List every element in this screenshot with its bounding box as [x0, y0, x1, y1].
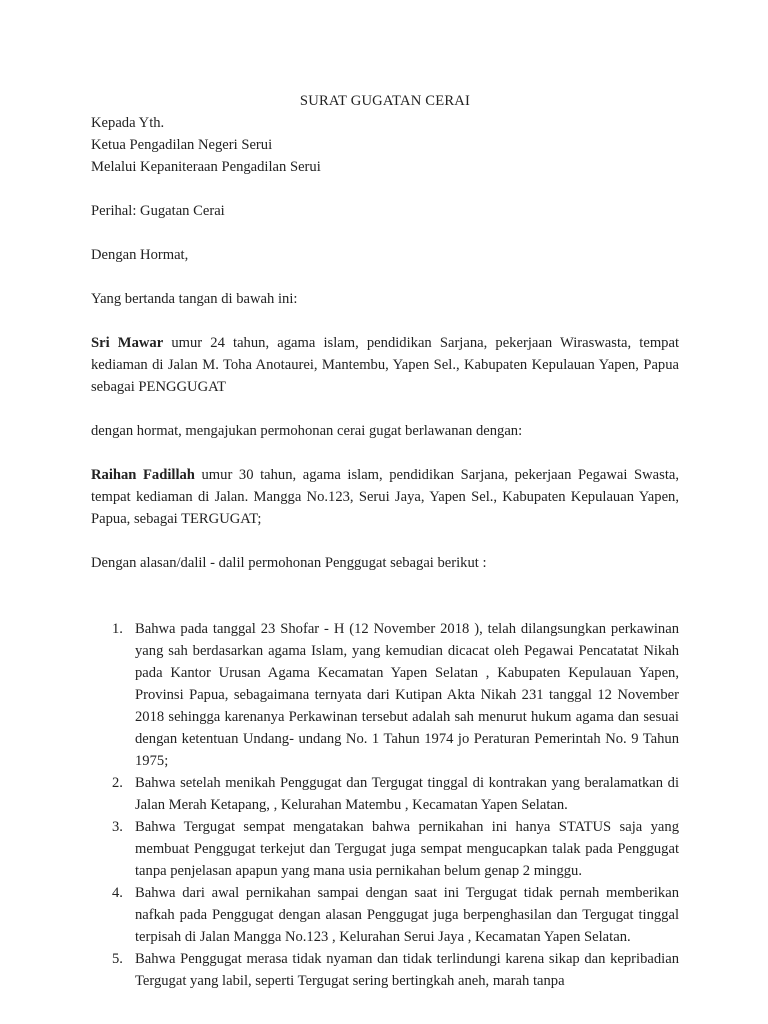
reasons-intro: Dengan alasan/dalil - dalil permohonan Penggugat sebagai berikut :: [91, 555, 487, 571]
list-item-text: Bahwa dari awal pernikahan sampai dengan saat ini Tergugat tidak pernah memberikan nafkah pada Penggugat dengan alasan Penggugat juga berpenghasilan dan Tergugat tinggal terpisah di Jalan Mangga No.123 , Kelurahan Serui Jaya , Kecamatan Yapen Selatan.: [135, 885, 679, 945]
spacer: [91, 178, 679, 200]
defendant-name: Raihan Fadillah: [91, 467, 195, 483]
intro-line: Yang bertanda tangan di bawah ini:: [91, 291, 298, 307]
plaintiff-details: umur 24 tahun, agama islam, pendidikan Sarjana, pekerjaan Wiraswasta, tempat kediaman di Jalan M. Toha Anotaurei, Mantembu, Yapen Sel., Kabupaten Kepulauan Yapen, Papua sebagai PENGGUGAT: [91, 335, 679, 395]
list-item-text: Bahwa pada tanggal 23 Shofar - H (12 November 2018 ), telah dilangsungkan perkawinan yang sah berdasarkan agama Islam, yang kemudian dicacat oleh Pegawai Pencatatat Nikah pada Kantor Urusan Agama Kecamatan Yapen Selatan , Kabupaten Kepulauan Yapen, Provinsi Papua, sebagaimana ternyata dari Kutipan Akta Nikah 231 tanggal 12 November 2018 sehingga karenanya Perkawinan tersebut adalah sah menurut hukum agama dan sesuai dengan ketentuan Undang- undang No. 1 Tahun 1974 jo Peraturan Pemerintah No. 9 Tahun 1975;: [135, 621, 679, 769]
recipient-line-1: Kepada Yth.: [91, 115, 165, 131]
list-item-text: Bahwa setelah menikah Penggugat dan Tergugat tinggal di kontrakan yang beralamatkan di Jalan Merah Ketapang, , Kelurahan Matembu , Kecamatan Yapen Selatan.: [135, 775, 679, 813]
spacer: [91, 596, 679, 618]
spacer: [91, 310, 679, 332]
recipient-line-2: Ketua Pengadilan Negeri Serui: [91, 137, 273, 153]
list-item: [91, 618, 679, 772]
letter-page: [91, 90, 679, 992]
list-item-number: 3.: [112, 819, 123, 835]
list-item-number: 5.: [112, 951, 123, 967]
list-item-text: Bahwa Tergugat sempat mengatakan bahwa pernikahan ini hanya STATUS saja yang membuat Penggugat terkejut dan Tergugat juga sempat mengucapkan talak pada Penggugat tanpa penjelasan apapun yang mana usia pernikahan belum genap 2 minggu.: [135, 819, 679, 879]
spacer: [91, 222, 679, 244]
spacer: [91, 530, 679, 552]
list-item-number: 2.: [112, 775, 123, 791]
subject-line: Perihal: Gugatan Cerai: [91, 203, 225, 219]
list-item-text: Bahwa Penggugat merasa tidak nyaman dan tidak terlindungi karena sikap dan kepribadian Tergugat yang labil, seperti Tergugat sering bertingkah aneh, marah tanpa: [135, 951, 679, 989]
defendant-details: umur 30 tahun, agama islam, pendidikan Sarjana, pekerjaan Pegawai Swasta, tempat kediaman di Jalan. Mangga No.123, Serui Jaya, Yapen Sel., Kabupaten Kepulauan Yapen, Papua, sebagai TERGUGAT;: [91, 467, 679, 527]
defendant-paragraph: [91, 464, 679, 530]
list-item: [91, 772, 679, 816]
reasons-list: [91, 618, 679, 992]
list-item: [91, 882, 679, 948]
spacer: [91, 398, 679, 420]
list-item-number: 1.: [112, 621, 123, 637]
salutation: Dengan Hormat,: [91, 247, 189, 263]
document-title: SURAT GUGATAN CERAI: [299, 93, 471, 109]
spacer: [91, 442, 679, 464]
spacer: [91, 266, 679, 288]
plaintiff-paragraph: [91, 332, 679, 398]
transition-line: dengan hormat, mengajukan permohonan cerai gugat berlawanan dengan:: [91, 423, 523, 439]
spacer: [91, 574, 679, 596]
list-item-number: 4.: [112, 885, 123, 901]
list-item: [91, 948, 679, 992]
recipient-line-3: Melalui Kepaniteraan Pengadilan Serui: [91, 159, 321, 175]
plaintiff-name: Sri Mawar: [91, 335, 164, 351]
list-item: [91, 816, 679, 882]
